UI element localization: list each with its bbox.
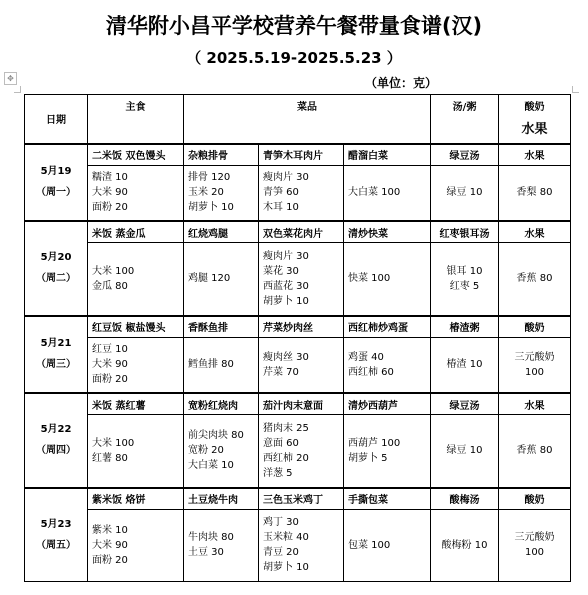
staple-ingredients: [88, 415, 184, 488]
ingredient-item: 青豆 20: [263, 547, 299, 558]
day-date: 5月22: [40, 424, 72, 436]
day-date: 5月20: [40, 252, 72, 264]
ingredient-item: 香梨 80: [516, 187, 553, 199]
extra-name: 酸奶: [499, 316, 571, 338]
dish1-ingredients: [184, 337, 259, 393]
page-corner-mark: [14, 86, 21, 93]
soup-name: 红枣银耳汤: [431, 221, 499, 243]
ingredient-item: 三元酸奶: [514, 351, 555, 363]
day-cell: [25, 393, 88, 488]
ingredient-item: 大白菜 100: [348, 187, 401, 199]
ingredient-item: 西蓝花 30: [263, 280, 309, 292]
ingredient-item: 糯渣 10: [92, 172, 128, 184]
day-weekday: （周四）: [36, 445, 76, 457]
ingredient-item: 100: [524, 547, 545, 558]
ingredient-item: 金瓜 80: [92, 280, 128, 292]
ingredient-item: 绿豆 10: [446, 445, 483, 457]
day-weekday: （周二）: [36, 273, 76, 285]
dish1-ingredients: [184, 165, 259, 221]
ingredient-item: 芹菜 70: [263, 366, 299, 378]
ingredient-item: 红薯 80: [92, 452, 128, 464]
day-weekday: （周一）: [36, 187, 76, 199]
ingredient-item: 土豆 30: [188, 547, 224, 558]
dish2-ingredients: [259, 337, 344, 393]
dish2-ingredients: [259, 415, 344, 488]
staple-name: 紫米饭 烙饼: [88, 488, 184, 510]
page-corner-mark: [572, 86, 579, 93]
ingredient-item: 胡萝卜 10: [188, 202, 234, 214]
ingredient-item: 前尖肉块 80: [188, 430, 244, 442]
day-row: [25, 488, 571, 510]
day-cell: [25, 144, 88, 222]
ingredient-item: 西葫芦 100: [348, 437, 401, 449]
dish3-ingredients: [344, 165, 431, 221]
extra-ingredients: [499, 165, 571, 221]
ingredient-item: 瘦肉片 30: [263, 172, 309, 184]
dish1-ingredients: [184, 243, 259, 316]
ingredient-item: 大米 90: [92, 187, 128, 199]
dish1-name: 杂粮排骨: [184, 144, 259, 166]
ingredient-item: 洋葱 5: [263, 467, 293, 479]
soup-name: 酸梅汤: [431, 488, 499, 510]
staple-ingredients: [88, 165, 184, 221]
ingredient-item: 香蕉 80: [516, 273, 553, 285]
dish3-ingredients: [344, 243, 431, 316]
staple-name: 米饭 蒸金瓜: [88, 221, 184, 243]
extra-ingredients: [499, 415, 571, 488]
extra-ingredients: [499, 337, 571, 393]
page-title: 清华附小昌平学校营养午餐带量食谱(汉): [105, 14, 483, 38]
ingredient-item: 意面 60: [263, 437, 299, 449]
ingredient-row: [25, 337, 571, 393]
ingredient-item: 银耳 10: [446, 265, 483, 277]
dish1-ingredients: [184, 509, 259, 581]
ingredient-item: 瘦肉丝 30: [263, 351, 309, 363]
dish3-name: 西红柿炒鸡蛋: [344, 316, 431, 338]
header-staple: 主食: [88, 95, 184, 144]
day-weekday: （周三）: [36, 359, 76, 371]
menu-table: [24, 94, 571, 582]
dish2-ingredients: [259, 165, 344, 221]
ingredient-item: 大米 100: [92, 437, 135, 449]
ingredient-item: 面粉 20: [92, 202, 128, 214]
ingredient-item: 绿豆 10: [446, 187, 483, 199]
day-row: [25, 144, 571, 166]
day-row: [25, 316, 571, 338]
ingredient-item: 鳕鱼排 80: [188, 359, 234, 371]
soup-name: 绿豆汤: [431, 393, 499, 415]
unit-label: （单位：克）: [365, 76, 438, 90]
ingredient-row: [25, 509, 571, 581]
ingredient-item: 大白菜 10: [188, 460, 234, 472]
ingredient-item: 快菜 100: [348, 273, 391, 285]
extra-ingredients: [499, 509, 571, 581]
ingredient-item: 香蕉 80: [516, 445, 553, 457]
dish3-ingredients: [344, 509, 431, 581]
header-day: 日期: [25, 95, 88, 144]
ingredient-item: 面粉 20: [92, 554, 128, 566]
header-dishes: 菜品: [184, 95, 431, 144]
ingredient-item: 木耳 10: [263, 202, 299, 214]
ingredient-item: 宽粉 20: [188, 445, 224, 457]
ingredient-item: 玉米粒 40: [263, 532, 309, 543]
ingredient-item: 猪肉末 25: [263, 422, 309, 434]
day-date: 5月21: [40, 338, 72, 350]
ingredient-item: 红枣 5: [449, 280, 480, 292]
staple-name: 二米饭 双色馒头: [88, 144, 184, 166]
dish3-name: 手撕包菜: [344, 488, 431, 510]
staple-ingredients: [88, 509, 184, 581]
extra-name: 水果: [499, 221, 571, 243]
ingredient-item: 排骨 120: [188, 172, 231, 184]
dish3-ingredients: [344, 337, 431, 393]
soup-name: 椿渣粥: [431, 316, 499, 338]
ingredient-item: 椿渣 10: [446, 359, 483, 371]
dish2-name: 双色菜花肉片: [259, 221, 344, 243]
dish3-name: 醋溜白菜: [344, 144, 431, 166]
ingredient-item: 玉米 20: [188, 187, 224, 199]
staple-name: 红豆饭 椒盐馒头: [88, 316, 184, 338]
dish2-ingredients: [259, 243, 344, 316]
dish3-name: 清炒快菜: [344, 221, 431, 243]
ingredient-row: [25, 165, 571, 221]
ingredient-item: 100: [524, 366, 545, 378]
ingredient-item: 三元酸奶: [514, 532, 555, 543]
dish3-name: 清炒西葫芦: [344, 393, 431, 415]
soup-ingredients: [431, 415, 499, 488]
extra-name: 水果: [499, 393, 571, 415]
ingredient-item: 酸梅粉 10: [441, 539, 488, 551]
dish2-name: 茄汁肉末意面: [259, 393, 344, 415]
ingredient-item: 鸡蛋 40: [348, 351, 384, 363]
dish2-ingredients: [259, 509, 344, 581]
soup-ingredients: [431, 243, 499, 316]
ingredient-item: 胡萝卜 5: [348, 452, 388, 464]
ingredient-item: 紫米 10: [92, 524, 128, 536]
ingredient-item: 菜花 30: [263, 265, 299, 277]
dish2-name: 三色玉米鸡丁: [259, 488, 344, 510]
ingredient-row: [25, 243, 571, 316]
soup-ingredients: [431, 337, 499, 393]
dish1-name: 红烧鸡腿: [184, 221, 259, 243]
ingredient-item: 面粉 20: [92, 374, 128, 386]
ingredient-item: 胡萝卜 10: [263, 295, 309, 307]
extra-name: 水果: [499, 144, 571, 166]
dish1-name: 土豆烧牛肉: [184, 488, 259, 510]
day-date: 5月19: [40, 166, 72, 178]
ingredient-item: 红豆 10: [92, 344, 128, 356]
dish1-ingredients: [184, 415, 259, 488]
day-row: [25, 393, 571, 415]
day-weekday: （周五）: [36, 539, 76, 551]
header-yogurt-fruit: [499, 95, 571, 144]
table-move-handle-icon[interactable]: ✥: [4, 72, 17, 85]
extra-ingredients: [499, 243, 571, 316]
staple-name: 米饭 蒸红薯: [88, 393, 184, 415]
ingredient-item: 胡萝卜 10: [263, 562, 309, 573]
ingredient-item: 牛肉块 80: [188, 532, 234, 543]
day-cell: [25, 488, 88, 582]
dish1-name: 宽粉红烧肉: [184, 393, 259, 415]
ingredient-item: 包菜 100: [348, 539, 391, 551]
dish1-name: 香酥鱼排: [184, 316, 259, 338]
date-range: （ 2025.5.19-2025.5.23 ）: [186, 49, 402, 67]
day-date: 5月23: [40, 518, 72, 530]
ingredient-row: [25, 415, 571, 488]
soup-ingredients: [431, 509, 499, 581]
soup-name: 绿豆汤: [431, 144, 499, 166]
ingredient-item: 大米 100: [92, 265, 135, 277]
ingredient-item: 西红柿 60: [348, 366, 394, 378]
day-cell: [25, 316, 88, 394]
staple-ingredients: [88, 337, 184, 393]
ingredient-item: 瘦肉片 30: [263, 250, 309, 262]
day-cell: [25, 221, 88, 316]
header-yogurt: 酸奶: [524, 101, 545, 113]
staple-ingredients: [88, 243, 184, 316]
ingredient-item: 鸡腿 120: [188, 273, 231, 285]
ingredient-item: 大米 90: [92, 539, 128, 551]
ingredient-item: 大米 90: [92, 359, 128, 371]
soup-ingredients: [431, 165, 499, 221]
ingredient-item: 鸡丁 30: [263, 517, 299, 528]
header-fruit: 水果: [521, 121, 548, 137]
dish2-name: 青笋木耳肉片: [259, 144, 344, 166]
dish3-ingredients: [344, 415, 431, 488]
ingredient-item: 西红柿 20: [263, 452, 309, 464]
dish2-name: 芹菜炒肉丝: [259, 316, 344, 338]
extra-name: 酸奶: [499, 488, 571, 510]
day-row: [25, 221, 571, 243]
header-soup: 汤/粥: [431, 95, 499, 144]
ingredient-item: 青笋 60: [263, 187, 299, 199]
